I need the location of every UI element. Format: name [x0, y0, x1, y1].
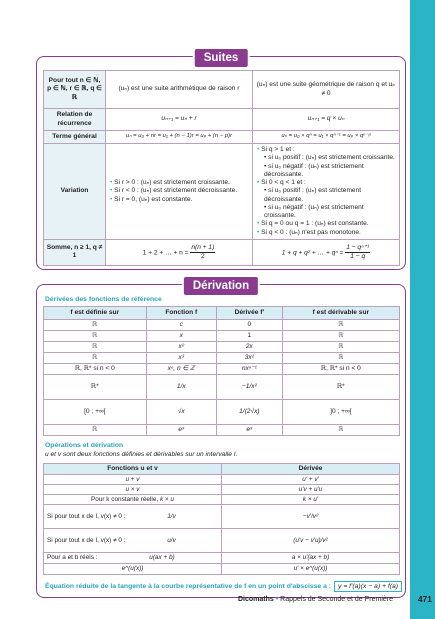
- function-cell: [44, 485, 222, 495]
- row-label: Variation: [44, 144, 106, 240]
- tangent-equation: y = f′(a)(x − a) + f(a): [334, 581, 402, 592]
- variation-text: Si r = 0, (uₙ) est constante.: [114, 195, 193, 203]
- derivative-cell: (u′v − v′u)/v²: [222, 529, 400, 553]
- table-row: [44, 400, 400, 425]
- variation-text: Si 0 < q < 1 et :: [261, 179, 306, 187]
- ops-function: 1/v: [167, 512, 176, 520]
- function-cell: [44, 529, 222, 553]
- geom-header: (uₙ) est une suite géométrique de raison q et uₚ ≠ 0: [253, 71, 400, 109]
- table-row: [44, 505, 400, 529]
- function-cell: [44, 553, 222, 564]
- table-cell: [0 ; +∞[: [44, 400, 147, 425]
- bullet-icon: •: [110, 187, 113, 195]
- denominator: 1 − q: [350, 252, 366, 260]
- row-label: Somme, n ≥ 1, q ≠ 1: [44, 239, 106, 265]
- table-row: [44, 342, 400, 353]
- table-cell: xⁿ, n ∈ ℤ: [146, 364, 216, 375]
- table-cell: eˣ: [216, 425, 282, 436]
- sum-fraction: [190, 244, 215, 261]
- derivative-cell: k × u′: [222, 495, 400, 505]
- ops-function: u × v: [125, 485, 140, 493]
- table-row: [44, 553, 400, 564]
- suites-table: [43, 70, 400, 266]
- table-row: [44, 239, 400, 265]
- suites-title: Suites: [193, 47, 250, 69]
- table-cell: ℝ: [44, 331, 147, 342]
- table-row: [44, 71, 400, 109]
- table-cell: ℝ: [282, 342, 399, 353]
- derivative-cell: u′ × e^(u(x)): [222, 564, 400, 575]
- geom-sum: [253, 239, 400, 265]
- function-cell: [44, 475, 222, 485]
- bullet-icon: •: [264, 154, 267, 162]
- table-cell: ℝ: [44, 320, 147, 331]
- bullet-icon: •: [257, 179, 260, 187]
- column-header: Dérivée f′: [216, 307, 282, 320]
- ops-condition: Pour k constante réelle,: [91, 495, 159, 503]
- table-row: [44, 464, 400, 475]
- table-cell: x: [146, 331, 216, 342]
- operations-table: [43, 463, 400, 575]
- row-label: Relation de récurrence: [44, 109, 106, 131]
- table-cell: ℝ: [44, 353, 147, 364]
- table-row: [44, 331, 400, 342]
- suites-section: [36, 52, 406, 270]
- arith-sum: [106, 239, 253, 265]
- table-cell: x²: [146, 342, 216, 353]
- ops-function: u + v: [125, 475, 140, 483]
- derivative-cell: u′ + v′: [222, 475, 400, 485]
- arith-cell: uₙ = u₀ + nr = u₁ + (n − 1)r = uₚ + (n − p)r: [106, 131, 253, 144]
- table-cell: nxⁿ⁻¹: [216, 364, 282, 375]
- table-cell: ℝ: [44, 342, 147, 353]
- table-row: [44, 364, 400, 375]
- table-row: [44, 307, 400, 320]
- table-cell: 1/(2√x): [216, 400, 282, 425]
- variation-text: si u₀ positif : (uₙ) est strictement croissante.: [268, 154, 395, 162]
- table-cell: ℝ, ℝ* si n < 0: [44, 364, 147, 375]
- ops-function: k × u: [159, 495, 174, 503]
- bullet-icon: •: [110, 179, 113, 187]
- table-cell: c: [146, 320, 216, 331]
- book-title: Dicomaths: [238, 596, 274, 603]
- table-cell: x³: [146, 353, 216, 364]
- table-row: [44, 109, 400, 131]
- bullet-icon: •: [264, 162, 267, 170]
- table-cell: 1/x: [146, 375, 216, 400]
- chapter-color-tab: [410, 0, 435, 619]
- tangent-label: Équation réduite de la tangente à la courbe représentative de f en un point d'abscisse a :: [45, 583, 332, 590]
- table-row: [44, 564, 400, 575]
- bullet-icon: •: [264, 203, 267, 211]
- sum-fraction: [345, 244, 370, 261]
- page-footer: [238, 596, 393, 603]
- derivative-cell: −v′/v²: [222, 505, 400, 529]
- suites-header-label: Pour tout n ∈ ℕ, p ∈ ℕ, r ∈ ℝ, q ∈ ℝ: [44, 71, 106, 109]
- derivative-cell: u′v + u′u: [222, 485, 400, 495]
- arith-variation: [106, 144, 253, 240]
- table-cell: 3x²: [216, 353, 282, 364]
- row-label: Terme général: [44, 131, 106, 144]
- variation-text: Si q < 0 : (uₙ) n'est pas monotone.: [261, 228, 361, 236]
- table-cell: ℝ: [282, 331, 399, 342]
- table-row: [44, 475, 400, 485]
- table-row: [44, 375, 400, 400]
- bullet-icon: •: [257, 146, 260, 154]
- arith-cell: uₙ₊₁ = uₙ + r: [106, 109, 253, 131]
- table-cell: eˣ: [146, 425, 216, 436]
- ref-heading: Dérivées des fonctions de référence: [45, 296, 162, 303]
- numerator: n(n + 1): [190, 244, 215, 253]
- ops-function: u(ax + b): [149, 554, 175, 562]
- column-header: Fonction f: [146, 307, 216, 320]
- table-cell: 1: [216, 331, 282, 342]
- sum-left: 1 + 2 + … + n =: [142, 249, 189, 257]
- denominator: 2: [201, 252, 205, 260]
- function-cell: [44, 564, 222, 575]
- table-cell: ℝ: [44, 425, 147, 436]
- column-header: Fonctions u et v: [44, 464, 222, 475]
- bullet-icon: •: [257, 228, 260, 236]
- bullet-icon: •: [110, 195, 113, 203]
- variation-text: Si r > 0 : (uₙ) est strictement croissante.: [114, 179, 230, 187]
- table-row: [44, 485, 400, 495]
- variation-text: si u₀ positif : (uₙ) est strictement décroissante.: [264, 187, 362, 203]
- ops-heading: Opérations et dérivation: [45, 442, 124, 449]
- sum-left: 1 + q + q² + … + qⁿ =: [281, 249, 344, 257]
- derivation-title: Dérivation: [182, 275, 260, 297]
- table-row: [44, 131, 400, 144]
- ops-condition: Si pour tout x de I, v(x) ≠ 0 :: [47, 512, 126, 520]
- variation-text: Si r < 0 : (uₙ) est strictement décroissante.: [114, 187, 238, 195]
- bullet-icon: •: [257, 220, 260, 228]
- chapter-title: Rappels de Seconde et de Première: [280, 596, 394, 603]
- variation-text: Si q > 1 et :: [261, 146, 295, 154]
- ops-condition: Pour a et b réels :: [47, 554, 98, 562]
- variation-text: Si q = 0 ou q = 1 : (uₙ) est constante.: [261, 220, 369, 228]
- table-cell: ℝ: [282, 320, 399, 331]
- function-cell: [44, 505, 222, 529]
- table-cell: 0: [216, 320, 282, 331]
- geom-variation: [253, 144, 400, 240]
- variation-text: si u₀ négatif : (uₙ) est strictement croissante.: [264, 203, 364, 220]
- variation-text: si u₀ négatif : (uₙ) est strictement décroissante.: [264, 162, 364, 178]
- column-header: f est définie sur: [44, 307, 147, 320]
- table-row: [44, 495, 400, 505]
- function-cell: [44, 495, 222, 505]
- page-number: 471: [417, 594, 432, 604]
- geom-cell: uₙ₊₁ = q × uₙ: [253, 109, 400, 131]
- arith-header: (uₙ) est une suite arithmétique de raison r: [106, 71, 253, 109]
- ops-function: e^(u(x)): [121, 565, 144, 573]
- table-cell: √x: [146, 400, 216, 425]
- geom-cell: uₙ = u₀ × qⁿ = u₁ × qⁿ⁻¹ = uₚ × qⁿ⁻ᵖ: [253, 131, 400, 144]
- table-row: [44, 529, 400, 553]
- tangent-line: [45, 581, 402, 592]
- table-cell: 2x: [216, 342, 282, 353]
- table-row: [44, 144, 400, 240]
- table-cell: ℝ*: [44, 375, 147, 400]
- table-cell: −1/x²: [216, 375, 282, 400]
- table-cell: ℝ: [282, 425, 399, 436]
- column-header: Dérivée: [222, 464, 400, 475]
- table-cell: ]0 ; +∞[: [282, 400, 399, 425]
- column-header: f est dérivable sur: [282, 307, 399, 320]
- reference-table: [43, 306, 400, 436]
- ops-condition: Si pour tout x de I, v(x) ≠ 0 :: [47, 536, 126, 544]
- table-row: [44, 425, 400, 436]
- table-row: [44, 353, 400, 364]
- derivative-cell: a × u′(ax + b): [222, 553, 400, 564]
- bullet-icon: •: [264, 187, 267, 195]
- ops-function: u/v: [167, 536, 176, 544]
- footer-separator: •: [275, 596, 279, 603]
- ops-intro: u et v sont deux fonctions définies et dérivables sur un intervalle I.: [45, 451, 238, 458]
- table-cell: ℝ: [282, 353, 399, 364]
- derivation-section: [36, 280, 406, 598]
- table-row: [44, 320, 400, 331]
- table-cell: ℝ, ℝ* si n < 0: [282, 364, 399, 375]
- numerator: 1 − qⁿ⁺¹: [345, 244, 370, 253]
- table-cell: ℝ*: [282, 375, 399, 400]
